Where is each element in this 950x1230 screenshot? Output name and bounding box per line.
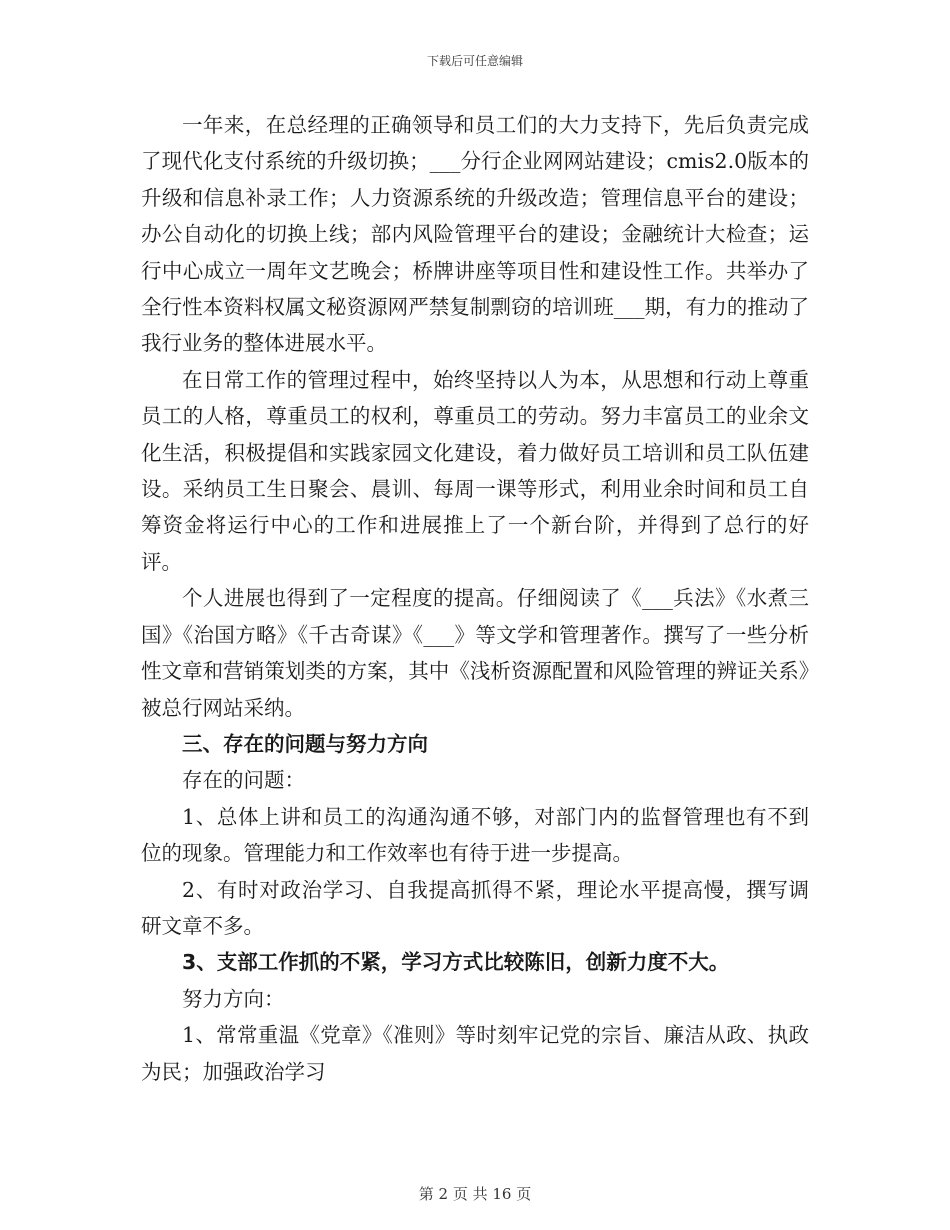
problem-item-3: 3、支部工作抓的不紧，学习方式比较陈旧，创新力度不大。 <box>182 950 730 975</box>
page-footer: 第 2 页 共 16 页 <box>418 1185 532 1203</box>
section-heading-problems: 三、存在的问题与努力方向 <box>182 731 428 756</box>
document-body <box>141 107 809 1090</box>
subheading-direction: 努力方向： <box>182 986 285 1011</box>
problem-item-2: 2、有时对政治学习、自我提高抓得不紧，理论水平提高慢，撰写调研文章不多。 <box>141 877 809 938</box>
paragraph-personal-growth: 个人进展也得到了一定程度的提高。仔细阅读了《___兵法》《水煮三国》《治国方略》《千古奇谋》《___》等文学和管理著作。撰写了一些分析性文章和营销策划类的方案，其中《浅析资源配置和风险管理的辨证关系》被总行网站采纳。 <box>141 586 809 720</box>
direction-item-1: 1、常常重温《党章》《准则》等时刻牢记党的宗旨、廉洁从政、执政为民；加强政治学习 <box>141 1023 809 1084</box>
problem-item-1: 1、总体上讲和员工的沟通沟通不够，对部门内的监督管理也有不到位的现象。管理能力和工作效率也有待于进一步提高。 <box>141 804 809 866</box>
subheading-problems: 存在的问题： <box>182 768 305 793</box>
paragraph-achievements: 一年来，在总经理的正确领导和员工们的大力支持下，先后负责完成了现代化支付系统的升级切换；___分行企业网网站建设；cmis2.0版本的升级和信息补录工作；人力资源系统的升级改造；管理信息平台的建设；办公自动化的切换上线；部内风险管理平台的建设；金融统计大检查；运行中心成立一周年文艺晚会；桥牌讲座等项目性和建设性工作。共举办了全行性本资料权属文秘资源网严禁复制剽窃的培训班___期，有力的推动了我行业务的整体进展水平。 <box>141 113 809 356</box>
page-header: 下载后可任意编辑 <box>426 54 523 68</box>
paragraph-management: 在日常工作的管理过程中，始终坚持以人为本，从思想和行动上尊重员工的人格，尊重员工的权利，尊重员工的劳动。努力丰富员工的业余文化生活，积极提倡和实践家园文化建设，着力做好员工培训和员工队伍建设。采纳员工生日聚会、晨训、每周一课等形式，利用业余时间和员工自筹资金将运行中心的工作和进展推上了一个新台阶，并得到了总行的好评。 <box>141 367 809 574</box>
